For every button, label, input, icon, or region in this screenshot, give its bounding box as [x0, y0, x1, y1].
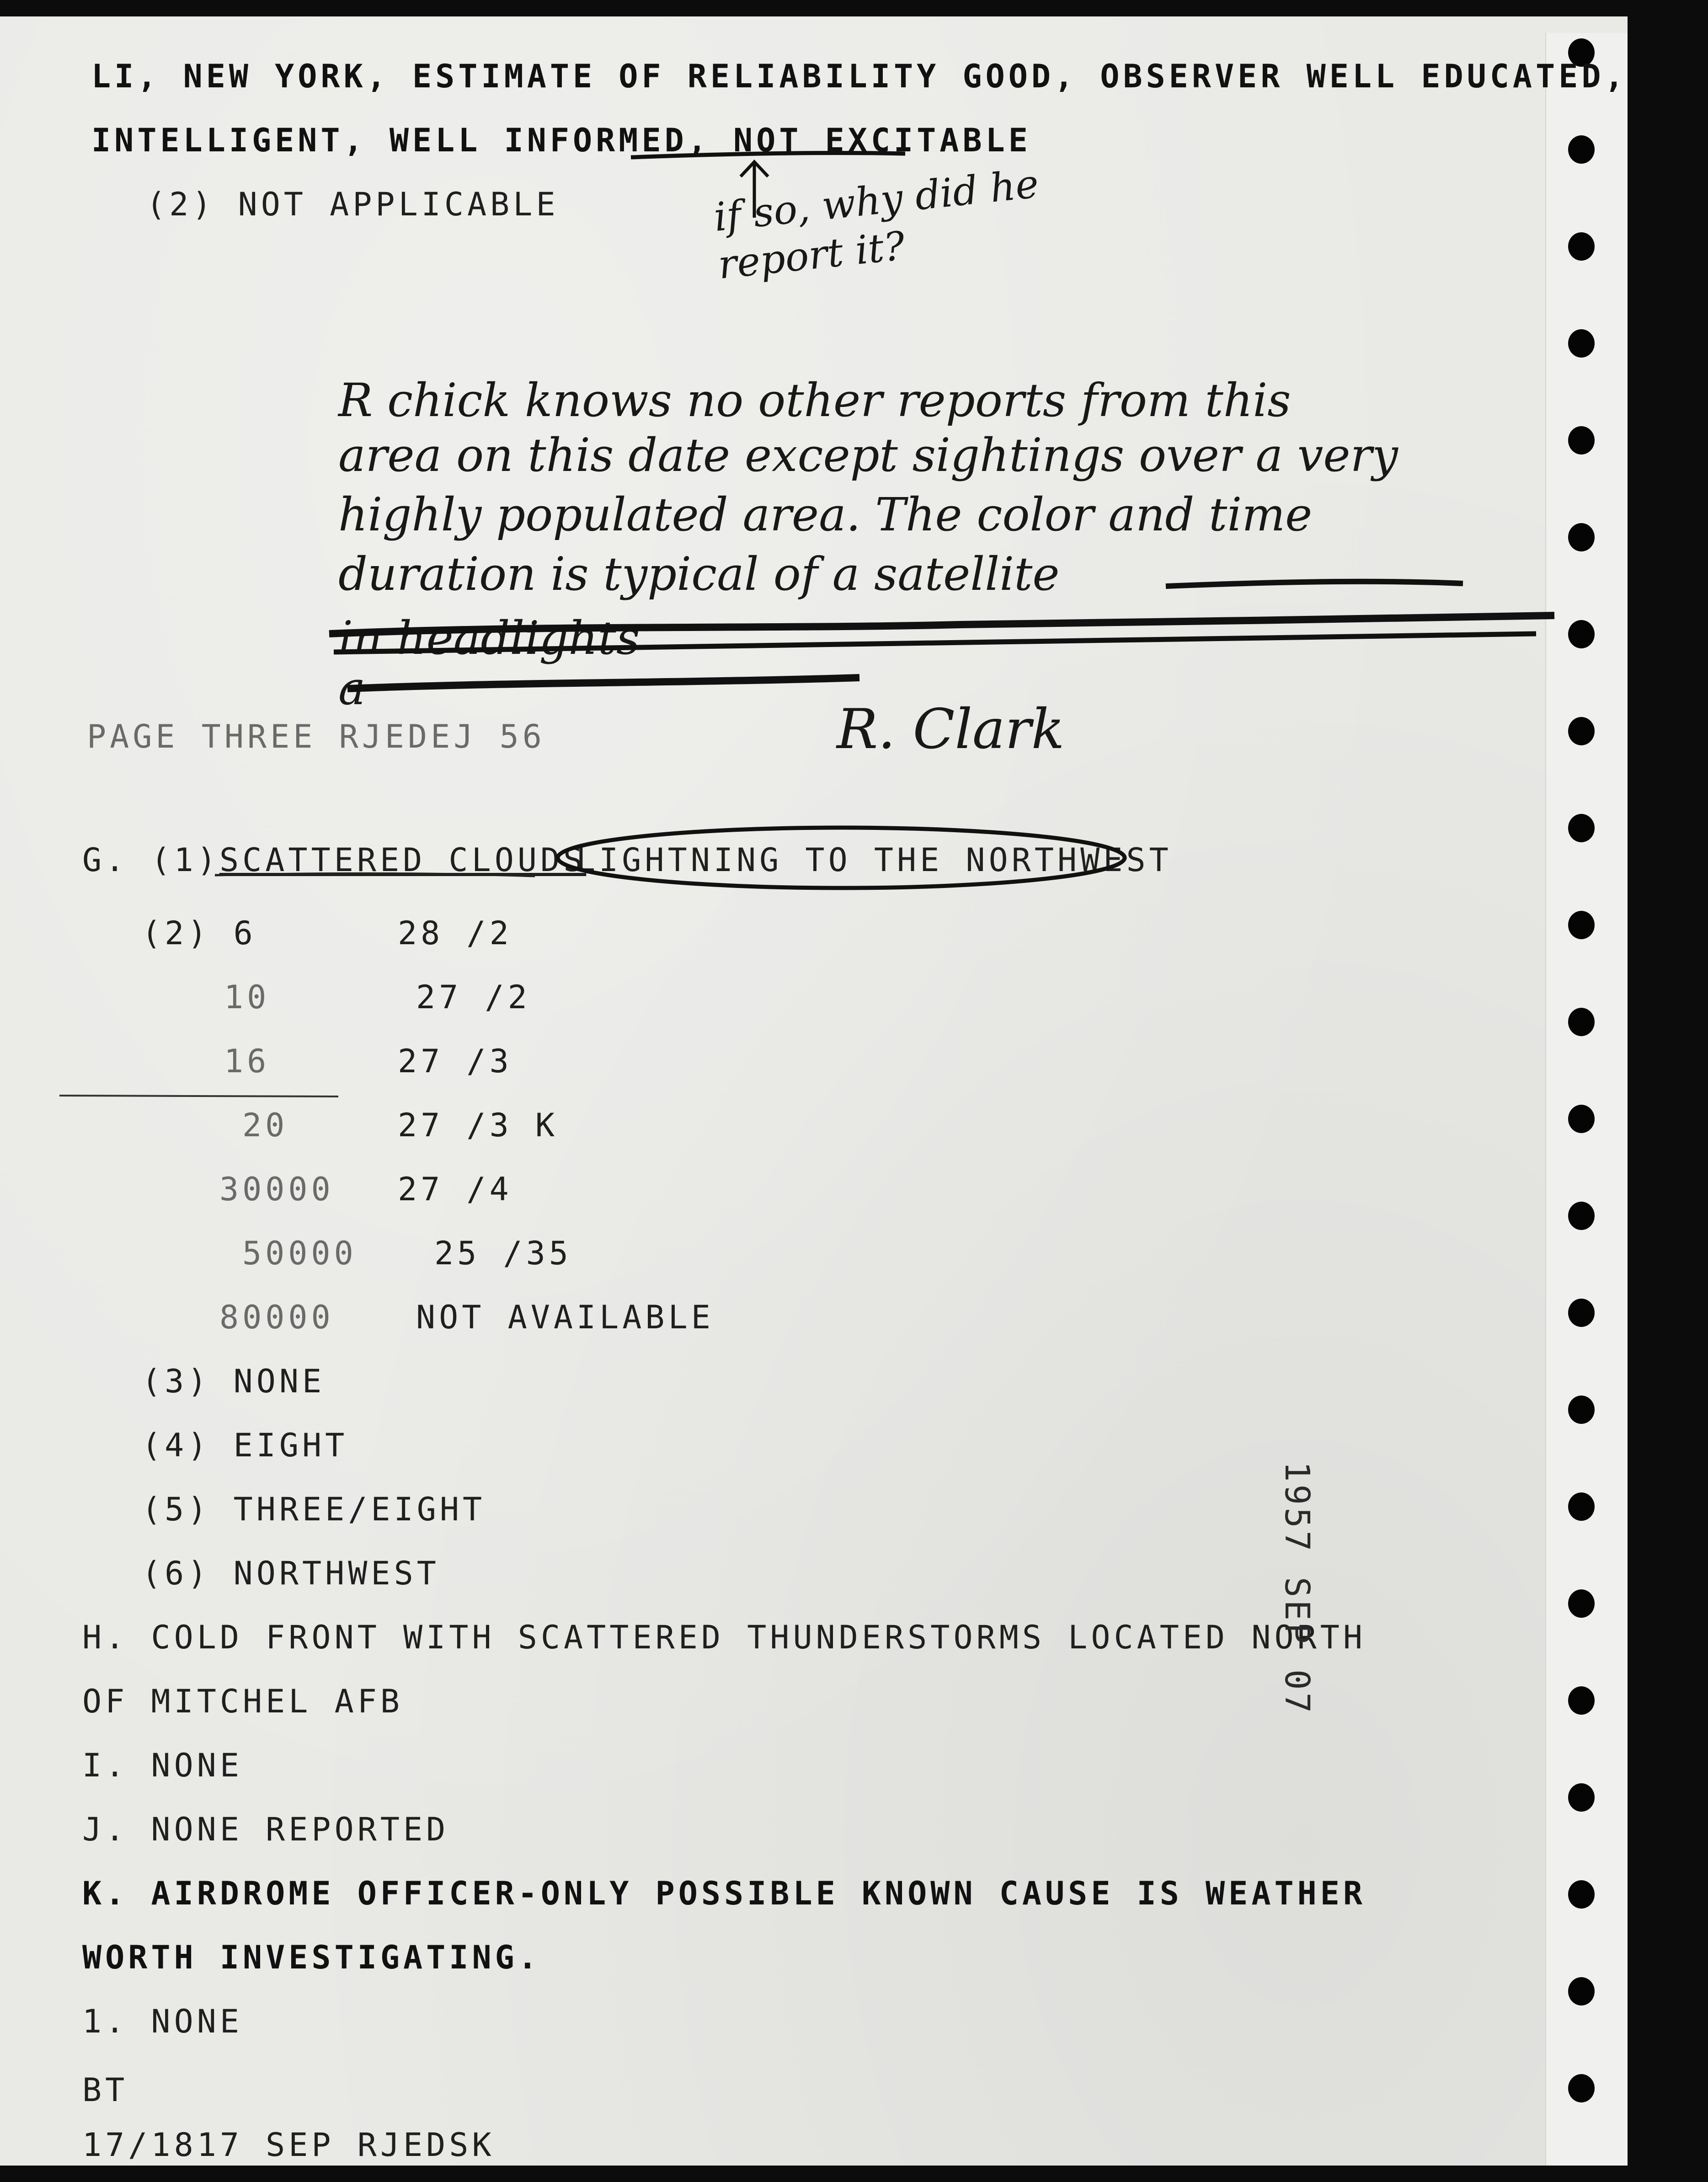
winds-value: NOT AVAILABLE	[416, 1299, 714, 1336]
section-h-line: H. COLD FRONT WITH SCATTERED THUNDERSTORMS LOCATED NORTH	[82, 1619, 1366, 1656]
sprocket-hole	[1568, 1008, 1595, 1036]
winds-label: (2) 6	[142, 915, 256, 952]
film-top-border	[0, 0, 1708, 16]
sprocket-hole	[1568, 1396, 1595, 1424]
winds-alt: 16	[224, 1043, 270, 1080]
winds-alt: 20	[242, 1107, 288, 1144]
handwritten-note-line: area on this date except sightings over a very	[338, 428, 1398, 482]
section-k-line: WORTH INVESTIGATING.	[82, 1939, 541, 1976]
sprocket-hole	[1568, 426, 1595, 455]
header-line-1: LI, NEW YORK, ESTIMATE OF RELIABILITY GOOD, OBSERVER WELL EDUCATED,	[91, 58, 1628, 95]
sprocket-hole	[1568, 135, 1595, 164]
winds-value: 27 /3	[398, 1043, 512, 1080]
pen-strikethrough	[1166, 582, 1463, 586]
pen-strikethrough	[347, 678, 859, 689]
sprocket-hole	[1568, 1686, 1595, 1715]
sprocket-hole	[1568, 1589, 1595, 1618]
section-g-prefix: G. (1)	[82, 841, 243, 879]
section-i: I. NONE	[82, 1747, 243, 1784]
sprocket-hole	[1568, 620, 1595, 648]
sprocket-hole	[1568, 814, 1595, 842]
sprocket-hole	[1568, 1105, 1595, 1133]
section-g-item: (4) EIGHT	[142, 1427, 348, 1464]
handwritten-note-line: highly populated area. The color and time	[338, 488, 1313, 541]
page-header: PAGE THREE RJEDEJ 56	[87, 718, 545, 755]
winds-value: 25 /35	[434, 1235, 572, 1272]
side-date-stamp: 1957 SEP 07	[1277, 1461, 1317, 1716]
header-line-3: (2) NOT APPLICABLE	[146, 186, 559, 223]
handwritten-annotation: if so, why did he	[711, 160, 1041, 241]
winds-value: 27 /3 K	[398, 1107, 559, 1144]
handwritten-signature: R. Clark	[837, 698, 1065, 761]
winds-alt: 30000	[219, 1171, 334, 1208]
sprocket-hole	[1568, 911, 1595, 939]
document-page	[0, 16, 1628, 2166]
sprocket-hole	[1568, 1880, 1595, 1909]
section-k-line: K. AIRDROME OFFICER-ONLY POSSIBLE KNOWN CAUSE IS WEATHER	[82, 1875, 1366, 1912]
winds-value: 28 /2	[398, 915, 512, 952]
winds-alt: 10	[224, 979, 270, 1016]
handwritten-note-line: duration is typical of a satellite	[338, 547, 1060, 601]
section-g-item: (5) THREE/EIGHT	[142, 1491, 486, 1528]
handwritten-struck-text: a	[338, 662, 366, 715]
footer-line: 17/1817 SEP RJEDSK	[82, 2126, 495, 2164]
section-h-line: OF MITCHEL AFB	[82, 1683, 404, 1720]
handwritten-note-line: R chick knows no other reports from this	[338, 374, 1291, 427]
sprocket-hole	[1568, 1977, 1595, 2006]
section-l: 1. NONE	[82, 2003, 243, 2040]
film-right-border	[1628, 0, 1708, 2182]
sprocket-hole	[1568, 1299, 1595, 1327]
handwritten-struck-text: in headlights	[338, 611, 640, 665]
section-g-item: (3) NONE	[142, 1363, 326, 1400]
section-g-underlined: SCATTERED CLOUDS	[219, 841, 587, 879]
winds-alt: 80000	[219, 1299, 334, 1336]
winds-value: 27 /4	[398, 1171, 512, 1208]
winds-value: 27 /2	[416, 979, 531, 1016]
section-g-circled: LIGHTNING TO THE NORTHWEST	[576, 841, 1172, 879]
handwritten-annotation-2: report it?	[715, 223, 907, 289]
bt-marker: BT	[82, 2071, 128, 2109]
sprocket-hole	[1568, 1492, 1595, 1521]
section-g-item: (6) NORTHWEST	[142, 1555, 440, 1592]
sprocket-hole	[1568, 523, 1595, 551]
sprocket-hole	[1568, 1202, 1595, 1230]
sprocket-hole	[1568, 2074, 1595, 2102]
sprocket-hole	[1568, 1783, 1595, 1812]
winds-alt: 50000	[242, 1235, 357, 1272]
section-j: J. NONE REPORTED	[82, 1811, 449, 1848]
sprocket-hole	[1568, 232, 1595, 261]
sprocket-hole	[1568, 329, 1595, 358]
header-line-2: INTELLIGENT, WELL INFORMED, NOT EXCITABLE	[91, 122, 1031, 159]
sprocket-hole	[1568, 717, 1595, 745]
